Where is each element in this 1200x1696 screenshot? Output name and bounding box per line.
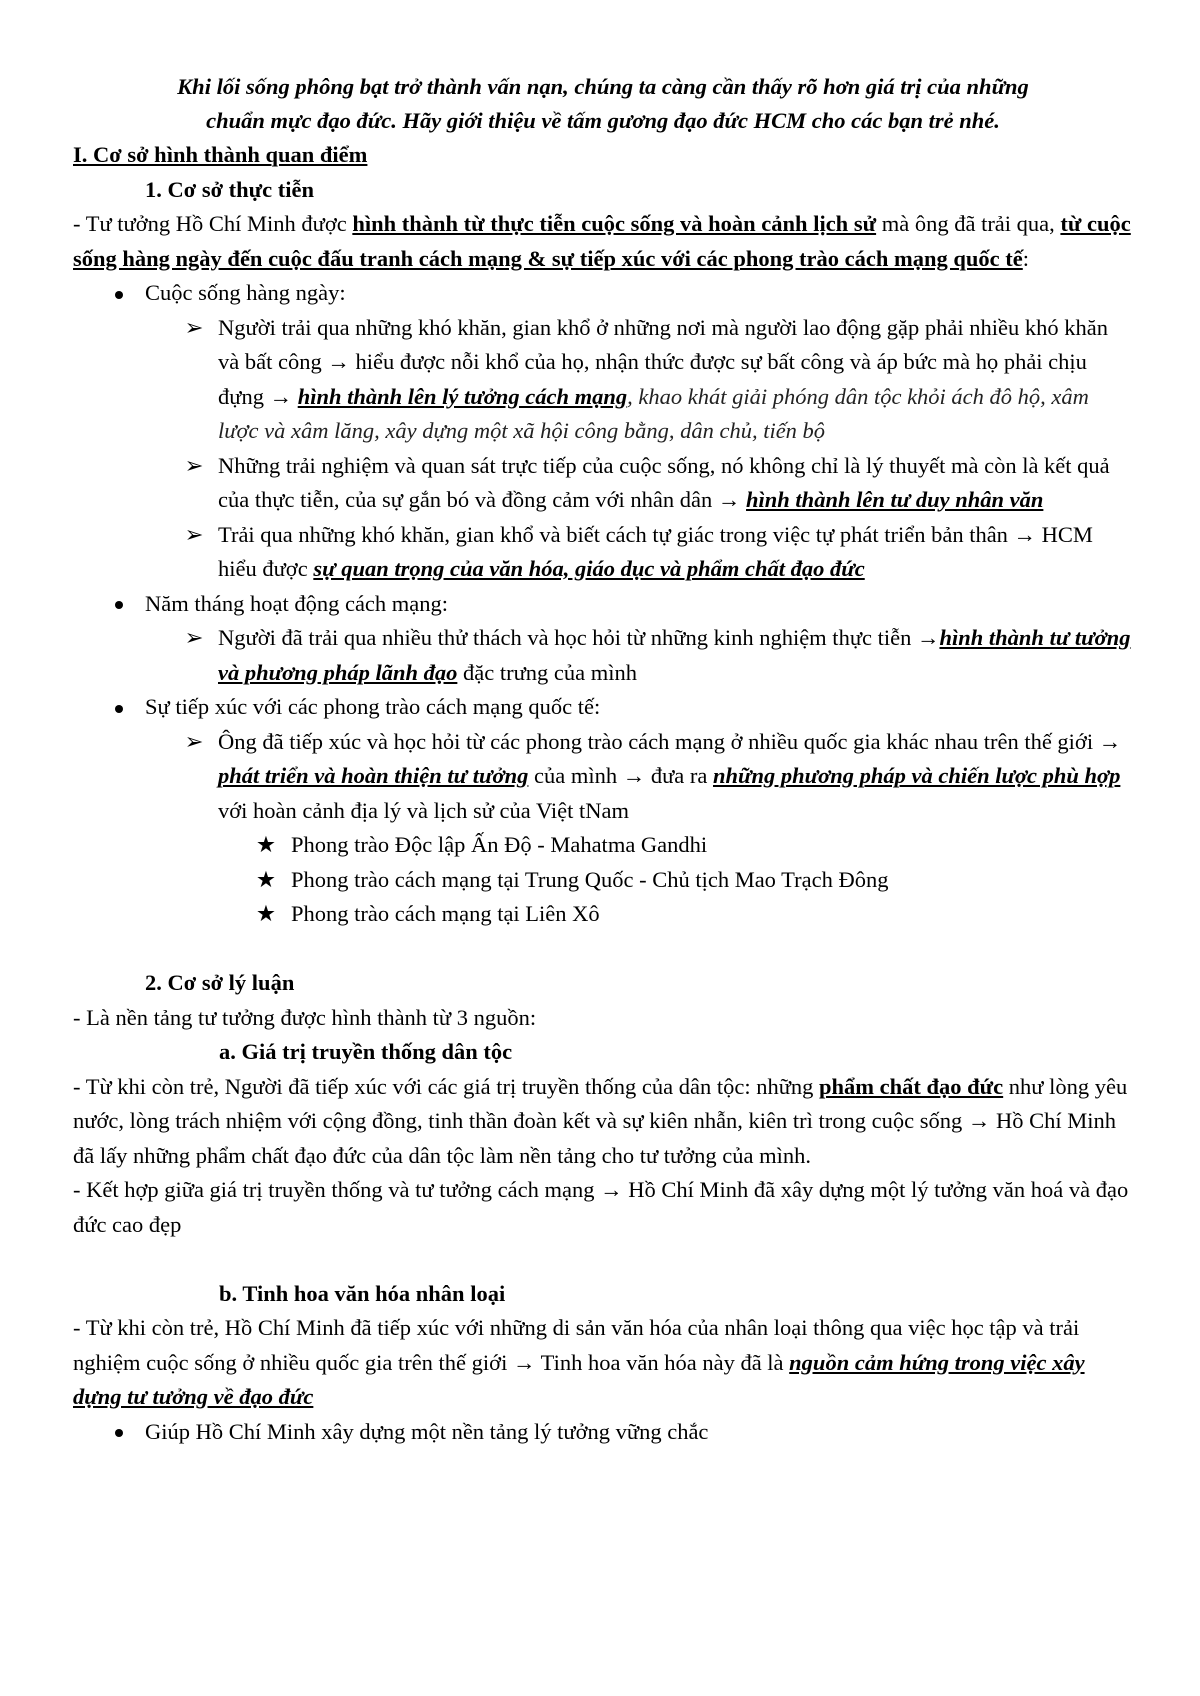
- bullet-item-revolution-years: [73, 587, 1133, 622]
- text-run: - Từ khi còn trẻ, Hồ Chí Minh đã tiếp xúc với những di sản văn hóa của nhân loại thông qua việc học tập và trải nghiệm cuộc sống ở nhiều quốc gia trên thế giới → Tinh hoa văn hóa này đã là: [73, 1315, 1080, 1375]
- text-run: mà ông đã trải qua,: [876, 211, 1061, 236]
- heading-traditional-values: a. Giá trị truyền thống dân tộc: [219, 1039, 513, 1064]
- emphasis-text: hình thành lên lý tưởng cách mạng: [297, 383, 628, 409]
- bullet-label: Sự tiếp xúc với các phong trào cách mạng quốc tế:: [145, 694, 601, 719]
- bullet-label: Giúp Hồ Chí Minh xây dựng một nền tảng lý tưởng vững chắc: [145, 1418, 709, 1444]
- heading-human-culture: b. Tinh hoa văn hóa nhân loại: [219, 1280, 506, 1306]
- traditional-values-paragraph-2: - Kết hợp giữa giá trị truyền thống và tư tưởng cách mạng → Hồ Chí Minh đã xây dựng một lý tưởng văn hoá và đạo đức cao đẹp: [73, 1177, 1129, 1237]
- arrow-bullet-icon: ➢: [184, 521, 204, 547]
- emphasis-text: sự quan trọng của văn hóa, giáo dục và phẩm chất đạo đức: [313, 556, 865, 581]
- text-run: của mình → đưa ra: [528, 763, 713, 788]
- emphasis-text: từ cuộc sống hàng ngày đến cuộc đấu tranh cách mạng & sự tiếp xúc với các phong trào cách mạng quốc tế: [73, 211, 1131, 271]
- arrow-bullet-icon: ➢: [184, 452, 204, 478]
- arrow-bullet-icon: ➢: [184, 625, 204, 650]
- text-run: Ông đã tiếp xúc và học hỏi từ các phong trào cách mạng ở nhiều quốc gia khác nhau trên thế giới →: [218, 728, 1122, 754]
- bullet-item-daily-life: [73, 276, 1133, 311]
- bullet-dot-icon: [109, 1415, 129, 1450]
- sub-bullet-item: [73, 621, 1133, 690]
- star-item-label: Phong trào Độc lập Ấn Độ - Mahatma Gandhi: [291, 832, 708, 857]
- star-item-label: Phong trào cách mạng tại Trung Quốc - Chủ tịch Mao Trạch Đông: [291, 866, 889, 892]
- blank-line: [73, 932, 1133, 967]
- subsection-heading-theory: 2. Cơ sở lý luận: [145, 970, 295, 995]
- sub-bullet-item: [73, 725, 1133, 829]
- star-bullet-item: [73, 897, 1133, 932]
- text-run: - Tư tưởng Hồ Chí Minh được: [73, 211, 353, 236]
- document-page: [73, 70, 1133, 1449]
- text-run: Người đã trải qua nhiều thử thách và học hỏi từ những kinh nghiệm thực tiễn →: [218, 625, 940, 650]
- sub-bullet-item: [73, 311, 1133, 449]
- emphasis-text: phát triển và hoàn thiện tư tưởng: [218, 763, 529, 788]
- text-run: với hoàn cảnh địa lý và lịch sử của Việt tNam: [218, 797, 629, 823]
- text-run: - Từ khi còn trẻ, Người đã tiếp xúc với các giá trị truyền thống của dân tộc: những: [73, 1073, 820, 1099]
- arrow-bullet-icon: ➢: [184, 728, 204, 754]
- text-run: :: [1022, 245, 1030, 271]
- bullet-label: Cuộc sống hàng ngày:: [145, 280, 346, 305]
- emphasis-text: những phương pháp và chiến lược phù hợp: [713, 763, 1121, 788]
- star-bullet-icon: ★: [255, 866, 277, 892]
- italic-text: , khao khát giải phóng dân tộc khỏi ách đô hộ, xâm lược và xâm lăng, xây dựng một xã hội công bằng, dân chủ, tiến bộ: [218, 383, 1089, 443]
- title-line-1: Khi lối sống phông bạt trở thành vấn nạn, chúng ta càng cần thấy rõ hơn giá trị của những: [177, 74, 1029, 99]
- bullet-item-foundation: [73, 1415, 1133, 1450]
- text-run: Người trải qua những khó khăn, gian khổ ở những nơi mà người lao động gặp phải nhiều khó khăn và bất công → hiểu được nỗi khổ của họ, nhận thức được sự bất công và áp bức mà họ phải chịu đựng →: [218, 314, 1108, 409]
- bullet-label: Năm tháng hoạt động cách mạng:: [145, 590, 449, 616]
- emphasis-text: nguồn cảm hứng trong việc xây dựng tư tưởng về đạo đức: [73, 1349, 1085, 1409]
- traditional-values-paragraph: [73, 1070, 1133, 1174]
- subsection-heading-practice: 1. Cơ sở thực tiễn: [145, 176, 315, 202]
- bullet-item-international: [73, 690, 1133, 725]
- arrow-bullet-icon: ➢: [184, 314, 204, 340]
- sub-bullet-item: [73, 449, 1133, 518]
- section-heading: I. Cơ sở hình thành quan điểm: [73, 142, 368, 167]
- star-bullet-icon: ★: [255, 901, 277, 926]
- title-line-2: chuẩn mực đạo đức. Hãy giới thiệu về tấm gương đạo đức HCM cho các bạn trẻ nhé.: [206, 108, 1000, 133]
- star-item-label: Phong trào cách mạng tại Liên Xô: [291, 901, 600, 926]
- theory-intro: - Là nền tảng tư tưởng được hình thành từ 3 nguồn:: [73, 1004, 537, 1030]
- text-run: Những trải nghiệm và quan sát trực tiếp của cuộc sống, nó không chỉ là lý thuyết mà còn là kết quả của thực tiễn, của sự gắn bó và đồng cảm với nhân dân →: [218, 452, 1110, 512]
- star-bullet-item: [73, 863, 1133, 898]
- sub-bullet-item: [73, 518, 1133, 587]
- star-bullet-icon: ★: [255, 832, 277, 857]
- bullet-dot-icon: [109, 587, 129, 622]
- blank-line: [73, 1242, 1133, 1277]
- text-run: như lòng yêu nước, lòng trách nhiệm với cộng đồng, tinh thần đoàn kết và sự kiên nhẫn, kiên trì trong cuộc sống → Hồ Chí Minh đã lấy những phẩm chất đạo đức của dân tộc làm nền tảng cho tư tưởng của mình.: [73, 1073, 1128, 1168]
- star-bullet-item: [73, 828, 1133, 863]
- emphasis-text: phẩm chất đạo đức: [819, 1073, 1004, 1099]
- human-culture-paragraph: [73, 1311, 1133, 1415]
- document-title: [73, 70, 1133, 138]
- emphasis-text: hình thành từ thực tiễn cuộc sống và hoàn cảnh lịch sử: [352, 211, 877, 236]
- text-run: đặc trưng của mình: [457, 659, 637, 685]
- bullet-dot-icon: [109, 276, 129, 311]
- emphasis-text: hình thành lên tư duy nhân văn: [746, 487, 1044, 512]
- practice-intro-paragraph: [73, 207, 1133, 276]
- emphasis-text: hình thành tư tưởng và phương pháp lãnh đạo: [218, 625, 1131, 685]
- bullet-dot-icon: [109, 690, 129, 725]
- text-run: Trải qua những khó khăn, gian khổ và biết cách tự giác trong việc tự phát triển bản thân → HCM hiểu được: [218, 521, 1093, 581]
